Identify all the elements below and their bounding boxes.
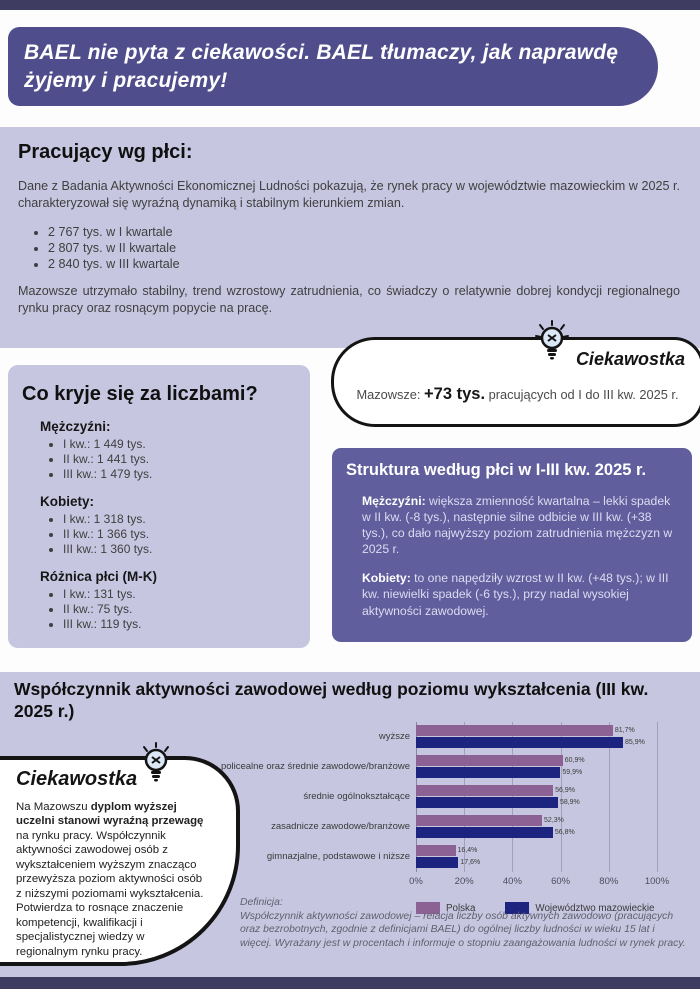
bar-mazowieckie [416, 857, 458, 868]
bar-polska [416, 755, 563, 766]
bottom-accent-bar [0, 977, 700, 989]
x-tick-label: 80% [599, 876, 619, 887]
list-item: • II kw.: 1 366 tys. [63, 527, 310, 541]
paragraph-text: to one napędziły wzrost w II kw. (+48 tys.); w III kw. niewielki spadek (-6 tys.), przy nadal wysokiej aktywności zawodowej. [362, 571, 669, 618]
definition-block [240, 896, 688, 951]
x-tick-label: 20% [454, 876, 474, 887]
bar-polska [416, 845, 456, 856]
quarterly-list [32, 225, 680, 271]
group-list [48, 587, 310, 631]
list-item: • I kw.: 131 tys. [63, 587, 310, 601]
paragraph-text: większa zmienność kwartalna – lekki spadek w II kw. (-8 tys.), następnie silne odbicie w III kw. (+38 tys.), co dało najwyższy poziom zatrudnienia mężczyzn w 2025 r. [362, 494, 673, 557]
chart-rows [185, 724, 697, 869]
paragraph-lead: Kobiety: [362, 571, 411, 586]
category-label: zasadnicze zawodowe/branżowe [271, 821, 410, 832]
bar-value-label: 60,9% [564, 757, 585, 764]
bar-value-label: 16,4% [457, 847, 478, 854]
structure-paragraph-women [362, 570, 676, 618]
page-title: BAEL nie pyta z ciekawości. BAEL tłumaczy, jak naprawdę żyjemy i pracujemy! [24, 40, 619, 92]
list-item: • III kw.: 119 tys. [63, 617, 310, 631]
group-label: Kobiety: [40, 494, 94, 509]
list-item: • II kw.: 75 tys. [63, 602, 310, 616]
bar-group [416, 784, 657, 809]
section1-outro: Mazowsze utrzymało stabilny, trend wzrostowy zatrudnienia, co świadczy o relatywnie dobrej kondycji regionalnego rynku pracy oraz rosnącym popycie na pracę. [18, 283, 680, 316]
numbers-panel [8, 365, 310, 648]
definition-text: Współczynnik aktywności zawodowej – relacja liczby osób aktywnych zawodowo (pracujących oraz bezrobotnych, zgodnie z definicjami BAEL) do ogólnej liczby ludności w wieku 15 lat i więcej. Wyrażany jest w procentach i informuje o stopniu zaangażowania ludności w rynek pracy. [240, 910, 686, 950]
section-employment-by-sex [0, 127, 700, 348]
bar-value-label: 17,6% [460, 859, 481, 866]
category-label: wyższe [378, 731, 410, 742]
list-item: • III kw.: 1 360 tys. [63, 542, 310, 556]
group-label: Różnica płci (M-K) [40, 569, 157, 584]
bar-value-label: 59,9% [562, 769, 583, 776]
bar-group [416, 844, 657, 869]
group-list [48, 437, 310, 481]
category-label: policealne oraz średnie zawodowe/branżowe [220, 761, 410, 772]
chart-row [185, 844, 697, 869]
legend-label: Polska [446, 902, 476, 914]
chart-row [185, 754, 697, 779]
group-men [40, 419, 310, 481]
list-item: • 2 767 tys. w I kwartale [48, 225, 680, 239]
bar-mazowieckie [416, 797, 558, 808]
bar-group [416, 754, 657, 779]
group-list [48, 512, 310, 556]
definition-label: Definicja: [240, 897, 283, 908]
list-item: • 2 840 tys. w III kwartale [48, 257, 680, 271]
top-accent-bar [0, 0, 700, 10]
activity-rate-chart [185, 724, 697, 914]
list-item: • II kw.: 1 441 tys. [63, 452, 310, 466]
x-tick-label: 0% [409, 876, 423, 887]
bar-polska [416, 725, 613, 736]
ciekawostka-title: Ciekawostka [575, 349, 685, 369]
chart-x-axis [409, 874, 670, 888]
bar-value-label: 52,3% [544, 817, 564, 824]
bar-mazowieckie [416, 827, 553, 838]
bar-value-label: 81,7% [614, 727, 635, 734]
bar-group [416, 814, 657, 839]
text-suffix: na rynku pracy. Współczynnik aktywności zawodowej osób z wykształceniem wyższym znacząco przewyższa poziom aktywności osób z niższymi poziomami wykształcenia. Potwierdza to rosnące znaczenie kompetencji, kwalifikacji i specjalistycznej wiedzy w regionalnym rynku pracy. [16, 829, 204, 958]
fact-highlight: +73 tys. [424, 385, 486, 403]
structure-paragraph-men [362, 493, 676, 557]
list-item: • I kw.: 1 318 tys. [63, 512, 310, 526]
group-label: Mężczyźni: [40, 419, 111, 434]
numbers-heading: Co kryje się za liczbami? [22, 383, 258, 405]
bar-value-label: 56,9% [555, 787, 575, 794]
bar-value-label: 58,9% [559, 799, 580, 806]
chart-row [185, 814, 697, 839]
ciekawostka-text [16, 800, 208, 959]
ciekawostka-fact [334, 385, 700, 404]
ciekawostka-callout-1 [331, 337, 700, 427]
section1-intro: Dane z Badania Aktywności Ekonomicznej Ludności pokazują, że rynek pracy w województwie mazowieckim w 2025 r. charakteryzował się wyraźną dynamiką i stabilnym kierunkiem zmian. [18, 179, 680, 211]
section1-heading: Pracujący wg płci: [18, 141, 193, 163]
bar-value-label: 56,8% [554, 829, 575, 836]
list-item: • III kw.: 1 479 tys. [63, 467, 310, 481]
chart-row [185, 724, 697, 749]
paragraph-lead: Mężczyźni: [362, 494, 426, 508]
x-tick-label: 100% [644, 876, 670, 887]
bar-group [416, 724, 657, 749]
structure-by-sex-box [332, 448, 692, 642]
group-women [40, 494, 310, 556]
list-item: • I kw.: 1 449 tys. [63, 437, 310, 451]
x-tick-label: 40% [502, 876, 522, 887]
chart-plot-area [185, 724, 697, 888]
category-label: gimnazjalne, podstawowe i niższe [266, 851, 410, 862]
bar-polska [416, 785, 553, 796]
chart-title: Współczynnik aktywności zawodowej według poziomu wykształcenia (III kw. 2025 r.) [14, 679, 649, 721]
fact-suffix: pracujących od I do III kw. 2025 r. [485, 387, 679, 402]
list-item: • 2 807 tys. w II kwartale [48, 241, 680, 255]
text-highlight: dyplom wyższej uczelni stanowi wyraźną przewagę [16, 801, 204, 828]
title-banner [8, 27, 658, 106]
lightbulb-icon [532, 320, 572, 362]
legend-label: Województwo mazowieckie [535, 902, 655, 914]
category-label: średnie ogólnokształcące [303, 791, 410, 802]
ciekawostka-title: Ciekawostka [16, 768, 138, 790]
bar-value-label: 85,9% [625, 739, 645, 746]
bar-polska [416, 815, 542, 826]
bar-mazowieckie [416, 767, 560, 778]
text-prefix: Na Mazowszu [16, 801, 91, 813]
lightbulb-icon [136, 742, 176, 784]
fact-prefix: Mazowsze: [356, 387, 425, 402]
x-tick-label: 60% [551, 876, 571, 887]
structure-heading: Struktura według płci w I-III kw. 2025 r. [346, 461, 647, 479]
group-difference [40, 569, 310, 631]
chart-row [185, 784, 697, 809]
bar-mazowieckie [416, 737, 623, 748]
